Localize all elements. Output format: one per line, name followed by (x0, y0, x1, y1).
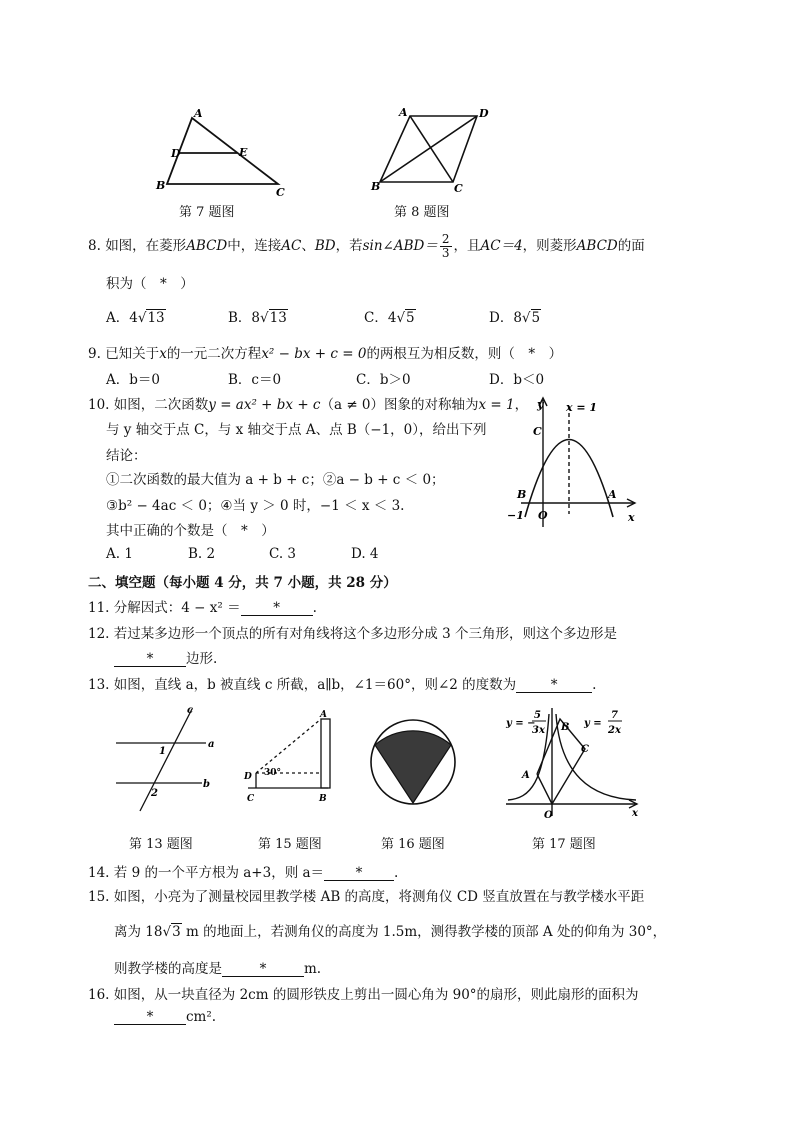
fig15-label-b: B (319, 794, 327, 804)
fig13-label-c: c (187, 705, 194, 716)
q10-line1: 10. 如图，二次函数y = ax² + bx + c（a ≠ 0）图象的对称轴为x = 1， (88, 397, 529, 413)
fig16-caption: 第 16 题图 (381, 837, 445, 852)
q10-option-b: B. 2 (188, 546, 216, 562)
q10-line4: ①二次函数的最大值为 a + b + c；②a − b + c ＜ 0； (106, 472, 445, 488)
q11-blank[interactable]: * (241, 601, 313, 616)
q8-option-d: D．8√5 (489, 310, 541, 326)
fig7-label-c: C (276, 186, 285, 199)
q9-option-a: A．b＝0 (106, 372, 160, 388)
q10-parabola-graph (503, 392, 643, 532)
q10-line6: 其中正确的个数是（ * ） (106, 523, 275, 539)
fig13-angle-2: 2 (151, 788, 158, 799)
q10-point-b: B (517, 488, 527, 501)
q10-x-label: x (628, 511, 635, 524)
q14: 14. 若 9 的一个平方根为 a+3，则 a＝ * . (88, 865, 399, 881)
fig8-label-c: C (454, 182, 463, 195)
fig7-label-d: D (171, 147, 181, 160)
q9-line1: 9. 已知关于x的一元二次方程x² − bx + c = 0的两根互为相反数，则（ * ） (88, 346, 563, 362)
q8-number: 8. (88, 238, 101, 254)
q8-option-b: B．8√13 (228, 310, 287, 326)
fig17-eq2: y = (584, 718, 602, 729)
q10-axis-label: x = 1 (566, 401, 598, 414)
q10-point-a: A (608, 488, 617, 501)
q10-option-d: D. 4 (351, 546, 379, 562)
figure-17 (500, 704, 645, 824)
fig7-label-b: B (156, 179, 166, 192)
q12-blank[interactable]: * (114, 652, 186, 667)
fig13-caption: 第 13 题图 (129, 837, 193, 852)
fig17-label-c: C (581, 744, 589, 755)
q10-option-a: A. 1 (106, 546, 133, 562)
fig17-eq1: y = − (506, 718, 536, 729)
fig17-label-a: A (522, 770, 530, 781)
q12-line2: * 边形. (114, 647, 217, 667)
fig17-eq1-den: 3x (532, 725, 545, 736)
q15-line2: 离为 18√3 m 的地面上，若测角仪的高度为 1.5m，测得教学楼的顶部 A 处的仰角为 30°， (114, 924, 667, 940)
figure-13 (110, 703, 222, 815)
fig17-x-label: x (632, 808, 638, 819)
q16-line1: 16. 如图，从一块直径为 2cm 的圆形铁皮上剪出一圆心角为 90°的扇形，则此扇形的面积为 (88, 987, 639, 1003)
figure-15 (236, 705, 346, 815)
q10-origin: O (538, 509, 548, 522)
q10-y-label: y (537, 398, 544, 411)
q15-line3: 则教学楼的高度是 * m. (114, 961, 322, 977)
section-2-heading: 二、填空题（每小题 4 分，共 7 小题，共 28 分） (88, 575, 397, 591)
fig7-label-a: A (194, 107, 203, 120)
fig13-label-b: b (203, 779, 210, 790)
q9-option-c: C．b＞0 (356, 372, 411, 388)
fig7-caption: 第 7 题图 (179, 205, 235, 220)
fig17-caption: 第 17 题图 (532, 837, 596, 852)
fig15-label-c: C (247, 794, 255, 804)
fig7-label-e: E (239, 146, 248, 159)
fig17-eq2-num: 7 (611, 710, 618, 721)
q8-line2: 积为（ * ） (106, 276, 194, 292)
q10-point-c: C (533, 425, 542, 438)
fig17-label-b: B (561, 722, 570, 733)
fig17-origin: O (544, 810, 553, 821)
figure-7 (150, 105, 300, 200)
q8-fraction: $\frac{2}{3}$ (441, 232, 450, 260)
fig15-label-a: A (320, 710, 327, 720)
q10-neg1: −1 (507, 509, 524, 522)
figure-16 (366, 707, 460, 817)
fig13-angle-1: 1 (159, 746, 166, 757)
q8-line1: 8. 如图，在菱形ABCD中，连接AC、BD，若sin∠ABD＝ $\frac{2}{3}$ ，且AC＝4，则菱形ABCD的面 (88, 232, 645, 260)
q8-option-a: A．4√13 (106, 310, 165, 326)
fig8-label-a: A (399, 106, 408, 119)
q13: 13. 如图，直线 a，b 被直线 c 所截，a∥b，∠1＝60°，则∠2 的度数为 * . (88, 677, 597, 693)
q11: 11. 分解因式：4 − x² ＝ * . (88, 600, 317, 616)
q13-blank[interactable]: * (516, 678, 592, 693)
figure-8 (365, 105, 495, 200)
q12-line1: 12. 若过某多边形一个顶点的所有对角线将这个多边形分成 3 个三角形，则这个多边形是 (88, 626, 617, 642)
q16-blank[interactable]: * (114, 1010, 186, 1025)
fig8-label-b: B (371, 180, 381, 193)
fig8-label-d: D (479, 107, 489, 120)
q15-line1: 15. 如图，小亮为了测量校园里教学楼 AB 的高度，将测角仪 CD 竖直放置在与教学楼水平距 (88, 889, 645, 905)
fig8-caption: 第 8 题图 (394, 205, 450, 220)
fig17-eq1-num: 5 (534, 710, 541, 721)
q8-option-c: C．4√5 (364, 310, 415, 326)
q10-line3: 结论： (106, 448, 147, 464)
q10-option-c: C. 3 (269, 546, 297, 562)
q15-blank[interactable]: * (222, 962, 304, 977)
q9-option-b: B．c＝0 (228, 372, 282, 388)
fig13-label-a: a (208, 739, 215, 750)
q14-blank[interactable]: * (324, 866, 394, 881)
q9-option-d: D．b＜0 (489, 372, 545, 388)
fig15-label-d: D (244, 772, 252, 782)
q10-line2: 与 y 轴交于点 C，与 x 轴交于点 A、点 B（−1，0），给出下列 (106, 422, 487, 438)
q16-line2: * cm². (114, 1009, 216, 1025)
fig15-caption: 第 15 题图 (258, 837, 322, 852)
q10-line5: ③b² − 4ac ＜ 0；④当 y ＞ 0 时，−1 ＜ x ＜ 3. (106, 498, 405, 514)
fig17-eq2-den: 2x (608, 725, 621, 736)
fig15-angle: 30° (264, 768, 282, 778)
